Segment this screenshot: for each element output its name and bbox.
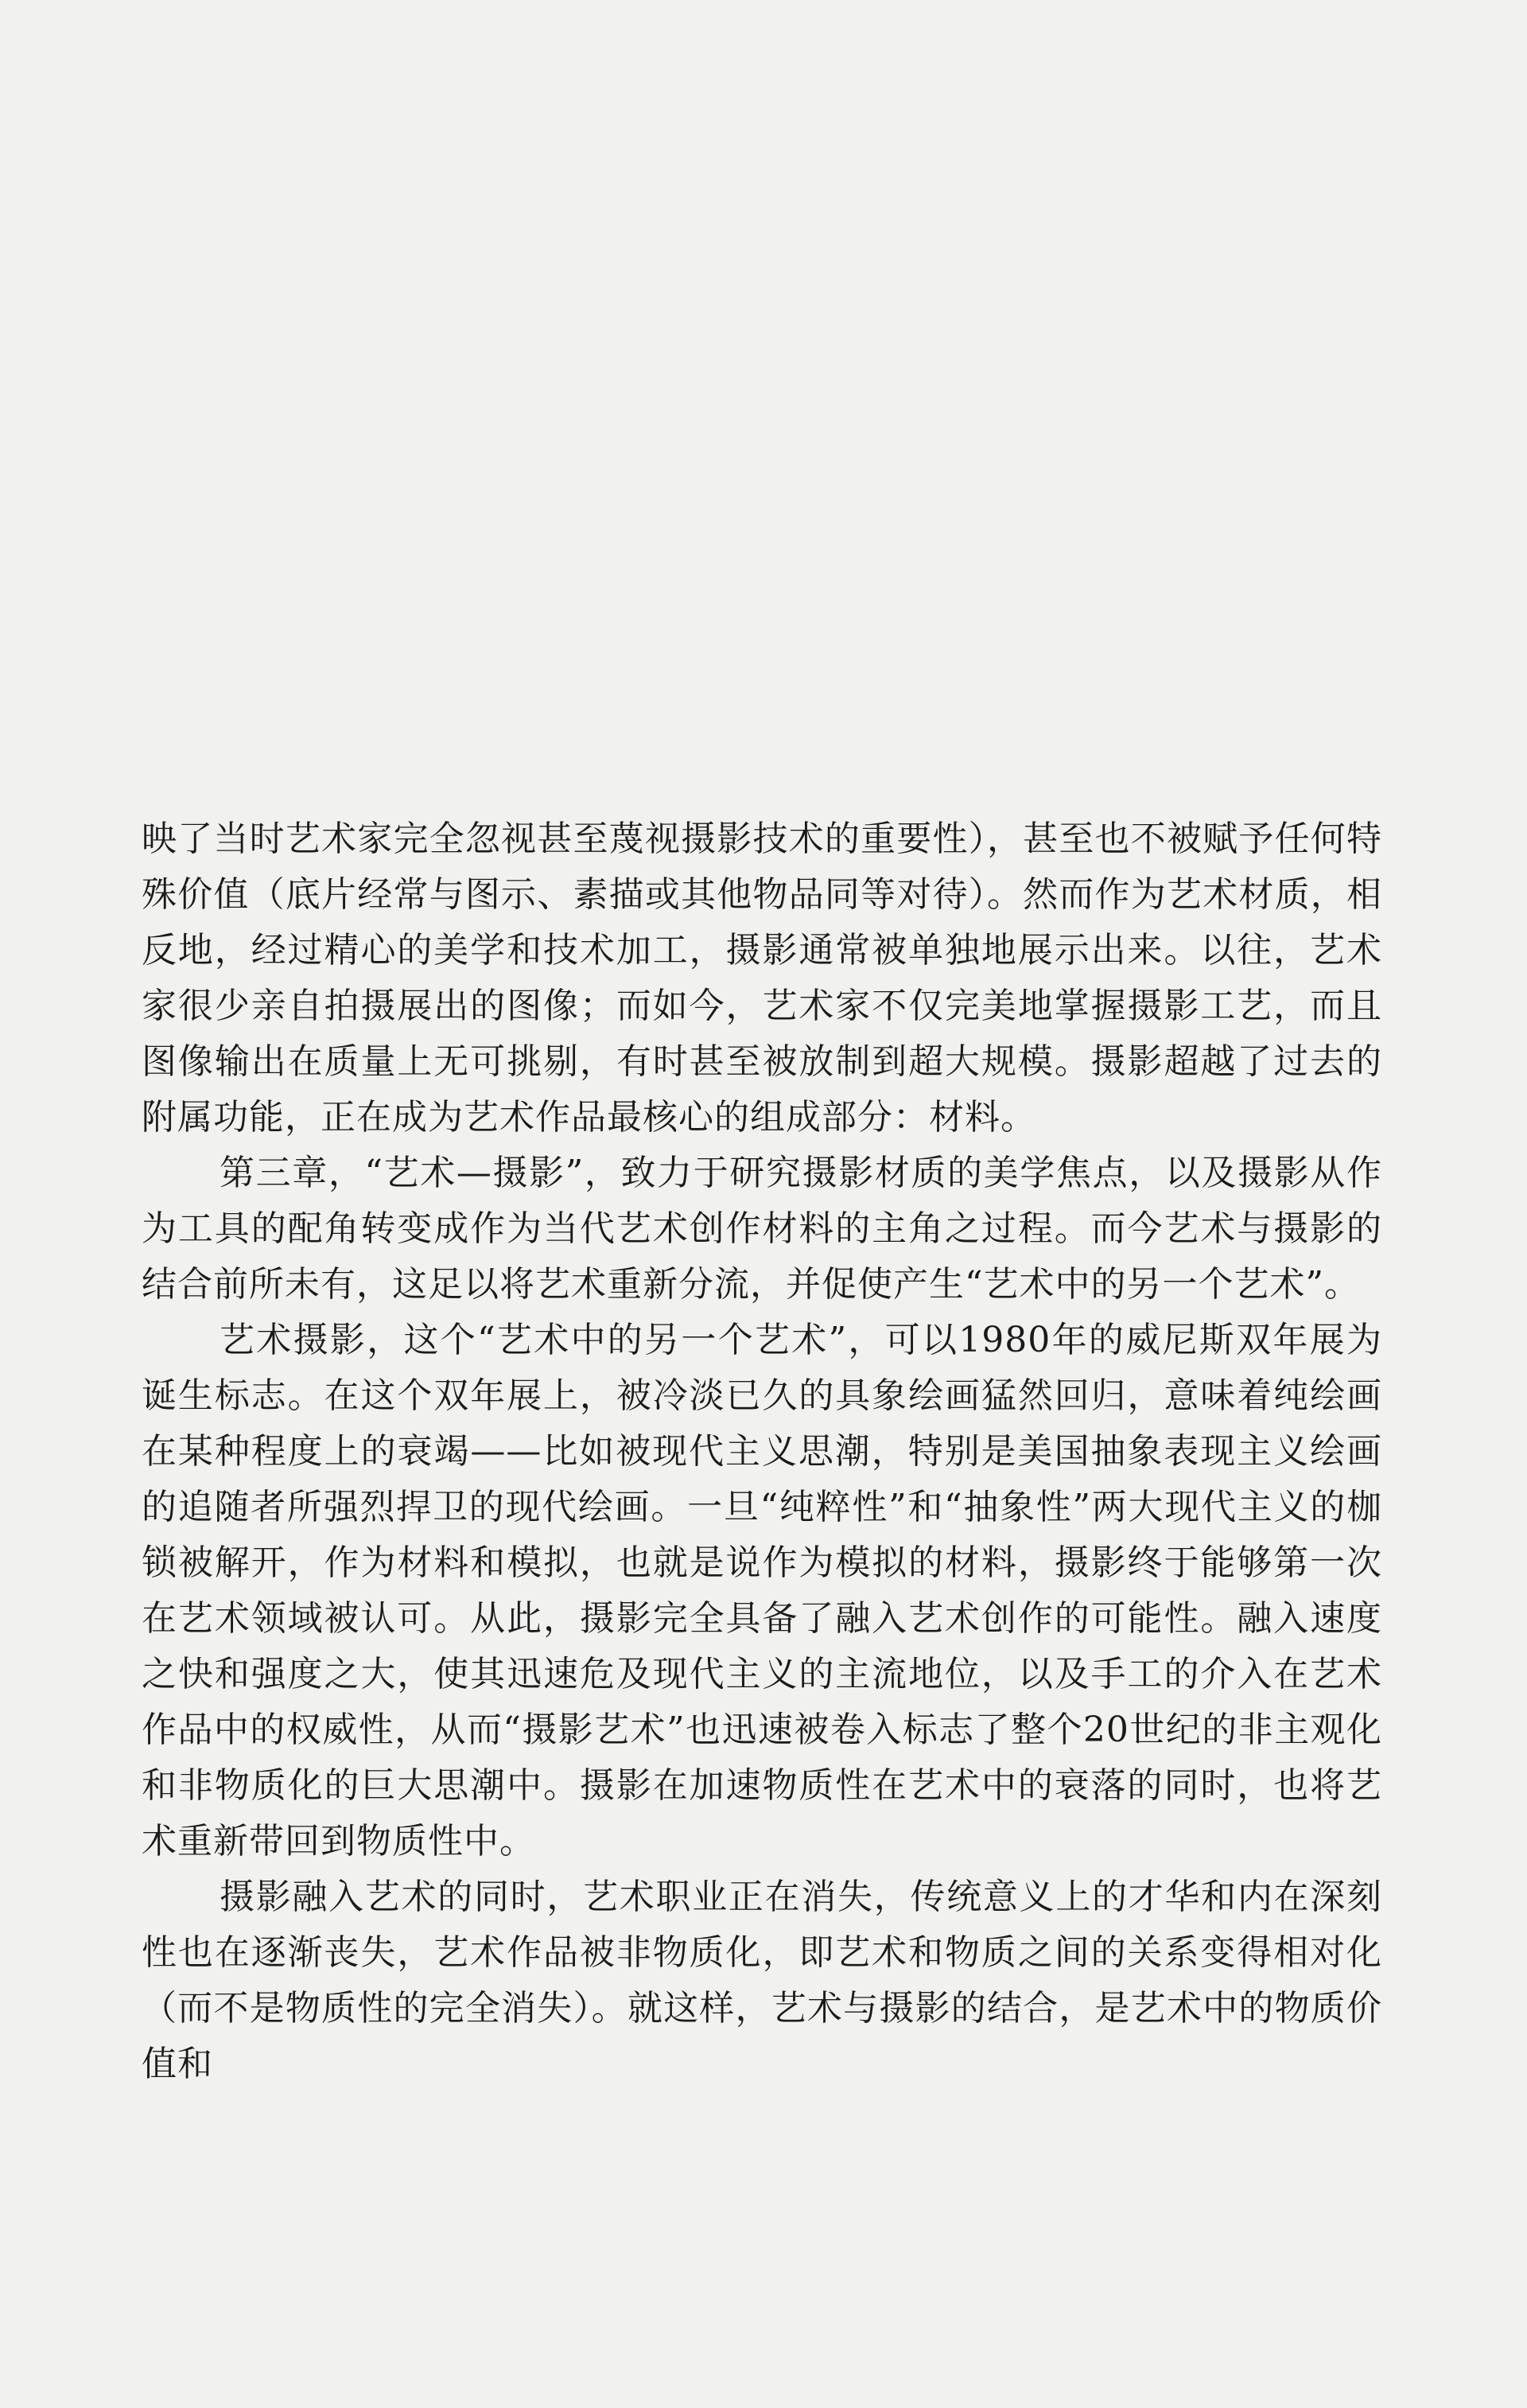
- paragraph-art-photography: 艺术摄影，这个“艺术中的另一个艺术”，可以1980年的威尼斯双年展为诞生标志。在这个双年展上，被冷淡已久的具象绘画猛然回归，意味着纯绘画在某种程度上的衰竭——比如被现代主义思潮，特别是美国抽象表现主义绘画的追随者所强烈捍卫的现代绘画。一旦“纯粹性”和“抽象性”两大现代主义的枷锁被解开，作为材料和模拟，也就是说作为模拟的材料，摄影终于能够第一次在艺术领域被认可。从此，摄影完全具备了融入艺术创作的可能性。融入速度之快和强度之大，使其迅速危及现代主义的主流地位，以及手工的介入在艺术作品中的权威性，从而“摄影艺术”也迅速被卷入标志了整个20世纪的非主观化和非物质化的巨大思潮中。摄影在加速物质性在艺术中的衰落的同时，也将艺术重新带回到物质性中。: [142, 1320, 1382, 1861]
- paragraph-continued: 映了当时艺术家完全忽视甚至蔑视摄影技术的重要性），甚至也不被赋予任何特殊价值（底片经常与图示、素描或其他物品同等对待）。然而作为艺术材质，相反地，经过精心的美学和技术加工，摄影通常被单独地展示出来。以往，艺术家很少亲自拍摄展出的图像；而如今，艺术家不仅完美地掌握摄影工艺，而且图像输出在质量上无可挑剔，有时甚至被放制到超大规模。摄影超越了过去的附属功能，正在成为艺术作品最核心的组成部分：材料。: [142, 819, 1382, 1138]
- body-text: [142, 811, 1382, 2092]
- paragraph-chapter-three: 第三章，“艺术—摄影”，致力于研究摄影材质的美学焦点，以及摄影从作为工具的配角转变成作为当代艺术创作材料的主角之过程。而今艺术与摄影的结合前所未有，这足以将艺术重新分流，并促使产生“艺术中的另一个艺术”。: [142, 1153, 1382, 1305]
- paragraph-integration: 摄影融入艺术的同时，艺术职业正在消失，传统意义上的才华和内在深刻性也在逐渐丧失，艺术作品被非物质化，即艺术和物质之间的关系变得相对化（而不是物质性的完全消失）。就这样，艺术与摄影的结合，是艺术中的物质价值和: [142, 1877, 1382, 2084]
